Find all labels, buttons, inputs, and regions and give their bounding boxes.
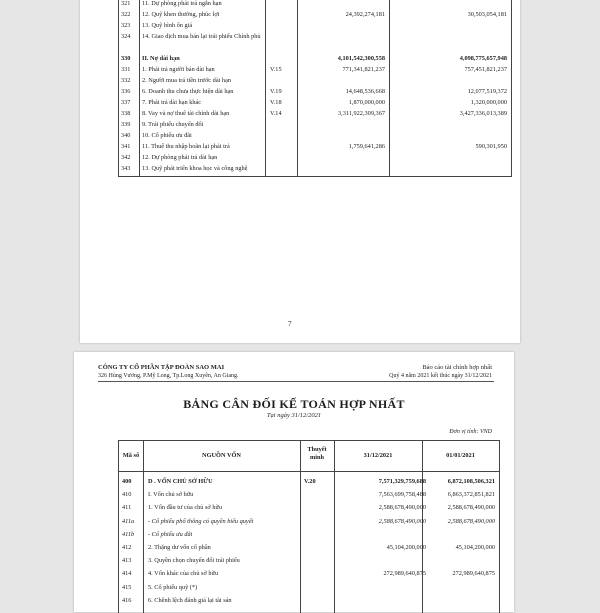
table-row [119, 153, 511, 163]
row-code: 322 [121, 11, 131, 18]
row-value-current: 272,989,640,875 [383, 570, 426, 578]
row-label: 11. Thuế thu nhập hoãn lại phải trả [142, 143, 230, 150]
row-label: I. Vốn chủ sở hữu [148, 491, 194, 499]
page-title: BẢNG CÂN ĐỐI KẾ TOÁN HỢP NHẤT [183, 397, 405, 411]
header-current: 31/12/2021 [363, 452, 393, 459]
row-value-current: 3,311,922,309,367 [338, 110, 385, 117]
report-type: Báo cáo tài chính hợp nhất [422, 364, 492, 371]
header-name: NGUỒN VỐN [202, 452, 241, 459]
row-label: 7. Phải trả dài hạn khác [142, 99, 202, 106]
row-label: 11. Dự phòng phải trả ngắn hạn [142, 0, 222, 7]
row-label: 6. Doanh thu chưa thực hiện dài hạn [142, 88, 234, 95]
row-value-prior: 4,098,775,657,948 [459, 55, 507, 62]
row-code: 400 [122, 478, 132, 485]
row-code: 330 [121, 55, 131, 62]
table-row [119, 131, 511, 141]
currency-unit: Đơn vị tính: VND [449, 429, 492, 435]
table-row [119, 120, 511, 130]
row-label: 1. Phải trả người bán dài hạn [142, 66, 215, 73]
row-value-current: 771,341,821,237 [342, 66, 385, 73]
table-row [119, 65, 511, 75]
row-code: 411a [122, 517, 135, 525]
company-name: CÔNG TY CỔ PHẦN TẬP ĐOÀN SAO MAI [98, 364, 225, 371]
row-note: V.18 [270, 99, 282, 106]
row-code: 342 [121, 154, 131, 161]
row-note: V.15 [270, 66, 282, 73]
table-row [119, 596, 499, 606]
table-row [119, 530, 499, 540]
row-label: 1. Vốn đầu tư của chủ sở hữu [148, 504, 223, 512]
row-value-current: 2,588,678,490,000 [378, 517, 426, 525]
page-number: 7 [288, 320, 292, 328]
row-label: 14. Giao dịch mua bán lại trái phiếu Chính phủ [142, 33, 261, 40]
row-label: 8. Vay và nợ thuê tài chính dài hạn [142, 110, 230, 117]
row-note: V.19 [270, 88, 282, 95]
report-date: Tại ngày 31/12/2021 [266, 412, 322, 419]
row-code: 411 [122, 504, 132, 512]
liabilities-table [118, 0, 512, 177]
table-row [119, 517, 499, 527]
row-label: 6. Chênh lệch đánh giá lại tài sản [148, 596, 232, 604]
row-code: 331 [121, 66, 131, 73]
row-code: 336 [121, 88, 131, 95]
row-value-current: 1,870,000,000 [348, 99, 385, 106]
row-value-current: 1,759,641,286 [348, 143, 385, 150]
row-label: 2. Thặng dư vốn cổ phần [148, 544, 211, 551]
row-note: V.14 [270, 110, 282, 117]
row-label: 2. Người mua trả tiền trước dài hạn [142, 77, 232, 84]
row-code: 337 [121, 99, 131, 106]
row-code: 323 [121, 22, 131, 29]
table-row [119, 43, 511, 53]
row-code: 340 [121, 132, 131, 139]
row-label: - Cổ phiếu ưu đãi [148, 530, 193, 538]
header-code: Mã số [122, 452, 140, 459]
company-address: 326 Hùng Vương, P.Mỹ Long, Tp.Long Xuyên, An Giang. [98, 373, 239, 379]
row-label: 13. Quỹ bình ổn giá [142, 22, 193, 29]
row-code: 412 [122, 544, 132, 551]
header-divider [98, 381, 494, 382]
row-code: 415 [122, 583, 132, 591]
table-row [119, 477, 499, 487]
table-row [119, 87, 511, 97]
row-code: 339 [121, 121, 131, 128]
equity-table [118, 440, 500, 613]
table-row [119, 109, 511, 119]
row-value-current: 4,101,542,300,558 [337, 55, 385, 62]
table-row [119, 569, 499, 579]
row-value-prior: 6,872,108,506,321 [447, 478, 495, 485]
row-value-current: 14,648,536,668 [345, 88, 385, 95]
row-label: 5. Cổ phiếu quỹ (*) [148, 583, 198, 591]
row-value-prior: 757,451,821,237 [464, 66, 507, 73]
table-row [119, 98, 511, 108]
row-label: 13. Quỹ phát triển khoa học và công nghệ [142, 165, 248, 172]
row-label: 3. Quyền chọn chuyển đổi trái phiếu [148, 557, 240, 565]
row-code: 324 [121, 33, 131, 40]
row-value-current: 24,392,274,181 [345, 11, 385, 18]
row-label: 9. Trái phiếu chuyển đổi [142, 121, 204, 128]
table-row [119, 0, 511, 9]
table-row [119, 54, 511, 64]
report-page-upper [80, 0, 520, 343]
row-value-current: 2,588,678,490,000 [378, 504, 426, 512]
row-label: - Cổ phiếu phổ thông có quyền biểu quyết [148, 517, 254, 525]
row-code: 343 [121, 165, 131, 172]
header-note: Thuyết minh [307, 446, 327, 461]
row-label: 10. Cổ phiếu ưu đãi [142, 132, 192, 139]
table-row [119, 21, 511, 31]
header-prior: 01/01/2021 [446, 452, 475, 459]
table-row [119, 10, 511, 20]
row-label: 12. Quỹ khen thưởng, phúc lợi [142, 11, 220, 18]
table-row [119, 503, 499, 513]
row-note: V.20 [304, 478, 316, 485]
row-code: 341 [121, 143, 131, 150]
row-code: 414 [122, 570, 132, 578]
row-label: 12. Dự phòng phải trả dài hạn [142, 154, 218, 161]
table-row [119, 490, 499, 500]
row-code: 321 [121, 0, 131, 7]
row-label: 4. Vốn khác của chủ sở hữu [148, 570, 219, 578]
row-value-current: 7,571,329,759,688 [378, 478, 426, 485]
row-value-current: 7,563,699,758,488 [378, 491, 426, 499]
row-value-prior: 272,989,640,875 [452, 570, 495, 578]
row-code: 332 [121, 77, 131, 84]
row-value-prior: 590,301,950 [475, 143, 507, 150]
table-row [119, 76, 511, 86]
row-value-prior: 12,077,519,372 [467, 88, 507, 95]
table-row [119, 556, 499, 566]
row-code: 416 [122, 596, 132, 604]
row-code: 410 [122, 491, 132, 499]
report-page-lower [74, 352, 514, 612]
table-row [119, 32, 511, 42]
table-header [119, 441, 499, 472]
row-value-prior: 6,863,372,851,821 [447, 491, 495, 499]
row-value-prior: 2,588,678,490,000 [447, 504, 495, 512]
row-value-prior: 2,588,678,490,000 [447, 517, 495, 525]
row-value-prior: 3,427,336,013,389 [459, 110, 507, 117]
row-value-prior: 45,104,200,000 [455, 544, 495, 551]
row-code: 338 [121, 110, 131, 117]
row-code: 411b [122, 530, 135, 538]
table-row [119, 583, 499, 593]
row-value-prior: 1,320,000,000 [470, 99, 507, 106]
report-period: Quý 4 năm 2021 kết thúc ngày 31/12/2021 [389, 373, 492, 379]
row-label: II. Nợ dài hạn [142, 55, 180, 62]
row-code: 413 [122, 557, 132, 565]
table-row [119, 142, 511, 152]
row-value-current: 45,104,200,000 [386, 544, 426, 551]
row-label: D . VỐN CHỦ SỞ HỮU [148, 478, 213, 485]
row-value-prior: 30,503,054,181 [467, 11, 507, 18]
table-row [119, 164, 511, 174]
table-row [119, 543, 499, 553]
